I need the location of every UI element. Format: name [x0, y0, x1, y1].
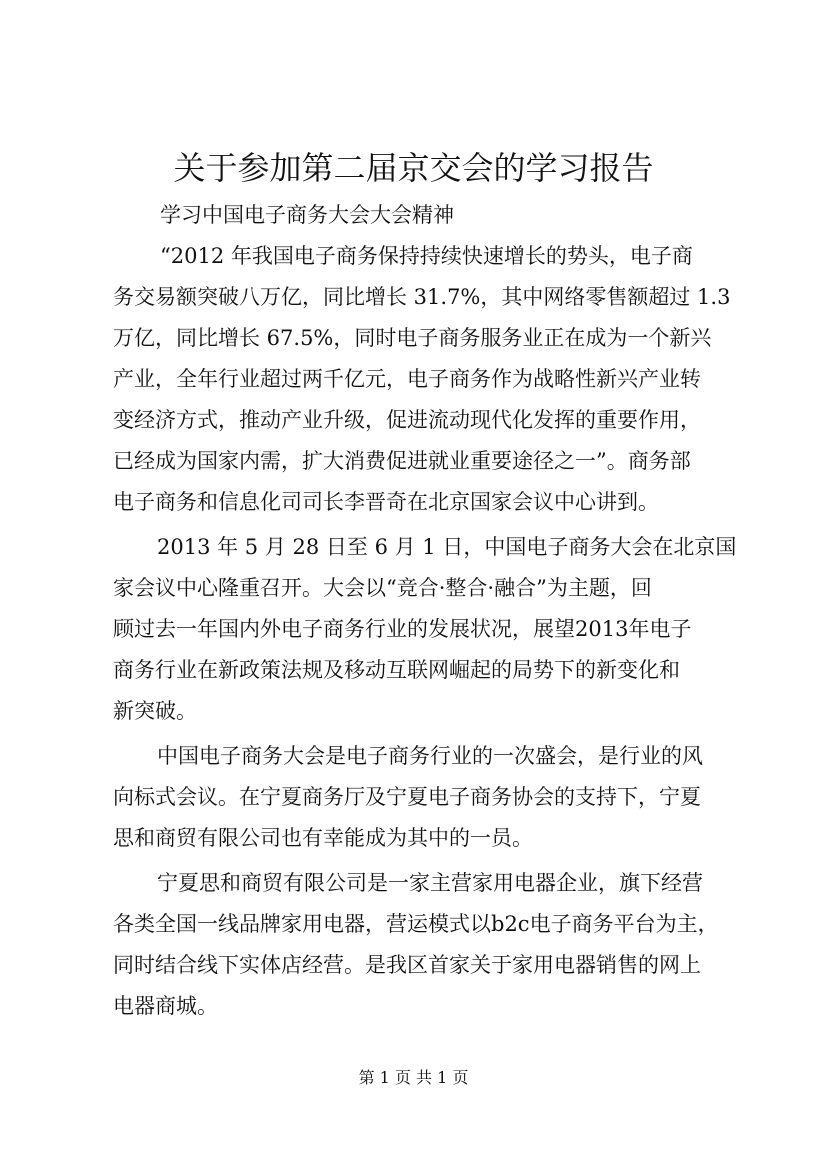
paragraph-2-line-3: 顾过去一年国内外电子商务行业的发展状况，展望2013年电子 — [113, 617, 692, 641]
paragraph-1-line-2: 务交易额突破八万亿，同比增长 31.7%，其中网络零售额超过 1.3 — [113, 285, 731, 309]
paragraph-3-line-3: 思和商贸有限公司也有幸能成为其中的一员。 — [113, 826, 533, 850]
paragraph-2-line-4: 商务行业在新政策法规及移动互联网崛起的局势下的新变化和 — [113, 658, 680, 682]
paragraph-4-line-1: 宁夏思和商贸有限公司是一家主营家用电器企业，旗下经营 — [157, 871, 703, 895]
paragraph-3-line-1: 中国电子商务大会是电子商务行业的一次盛会，是行业的风 — [157, 744, 703, 768]
paragraph-3-line-2: 向标式会议。在宁夏商务厅及宁夏电子商务协会的支持下，宁夏 — [113, 785, 701, 809]
paragraph-2-line-5: 新突破。 — [113, 699, 197, 723]
paragraph-4-line-3: 同时结合线下实体店经营。是我区首家关于家用电器销售的网上 — [113, 953, 701, 977]
paragraph-2-line-2: 家会议中心隆重召开。大会以“竞合·整合·融合”为主题，回 — [113, 576, 652, 600]
paragraph-1-line-1: “2012 年我国电子商务保持持续快速增长的势头，电子商 — [160, 244, 693, 268]
page-footer: 第 1 页 共 1 页 — [358, 1068, 469, 1087]
paragraph-1-line-4: 产业，全年行业超过两千亿元，电子商务作为战略性新兴产业转 — [113, 367, 701, 391]
paragraph-1-line-3: 万亿，同比增长 67.5%，同时电子商务服务业正在成为一个新兴 — [113, 326, 712, 350]
paragraph-4-line-2: 各类全国一线品牌家用电器，营运模式以b2c电子商务平台为主， — [113, 912, 719, 936]
paragraph-1-line-6: 已经成为国家内需，扩大消费促进就业重要途径之一”。商务部 — [113, 449, 691, 473]
document-title: 关于参加第二届京交会的学习报告 — [173, 149, 654, 187]
paragraph-1-line-5: 变经济方式，推动产业升级，促进流动现代化发挥的重要作用， — [113, 408, 701, 432]
paragraph-2-line-1: 2013 年 5 月 28 日至 6 月 1 日，中国电子商务大会在北京国 — [157, 535, 737, 559]
paragraph-1-line-7: 电子商务和信息化司司长李晋奇在北京国家会议中心讲到。 — [113, 490, 659, 514]
paragraph-4-line-4: 电器商城。 — [113, 994, 218, 1018]
document-subtitle: 学习中国电子商务大会大会精神 — [160, 203, 454, 227]
